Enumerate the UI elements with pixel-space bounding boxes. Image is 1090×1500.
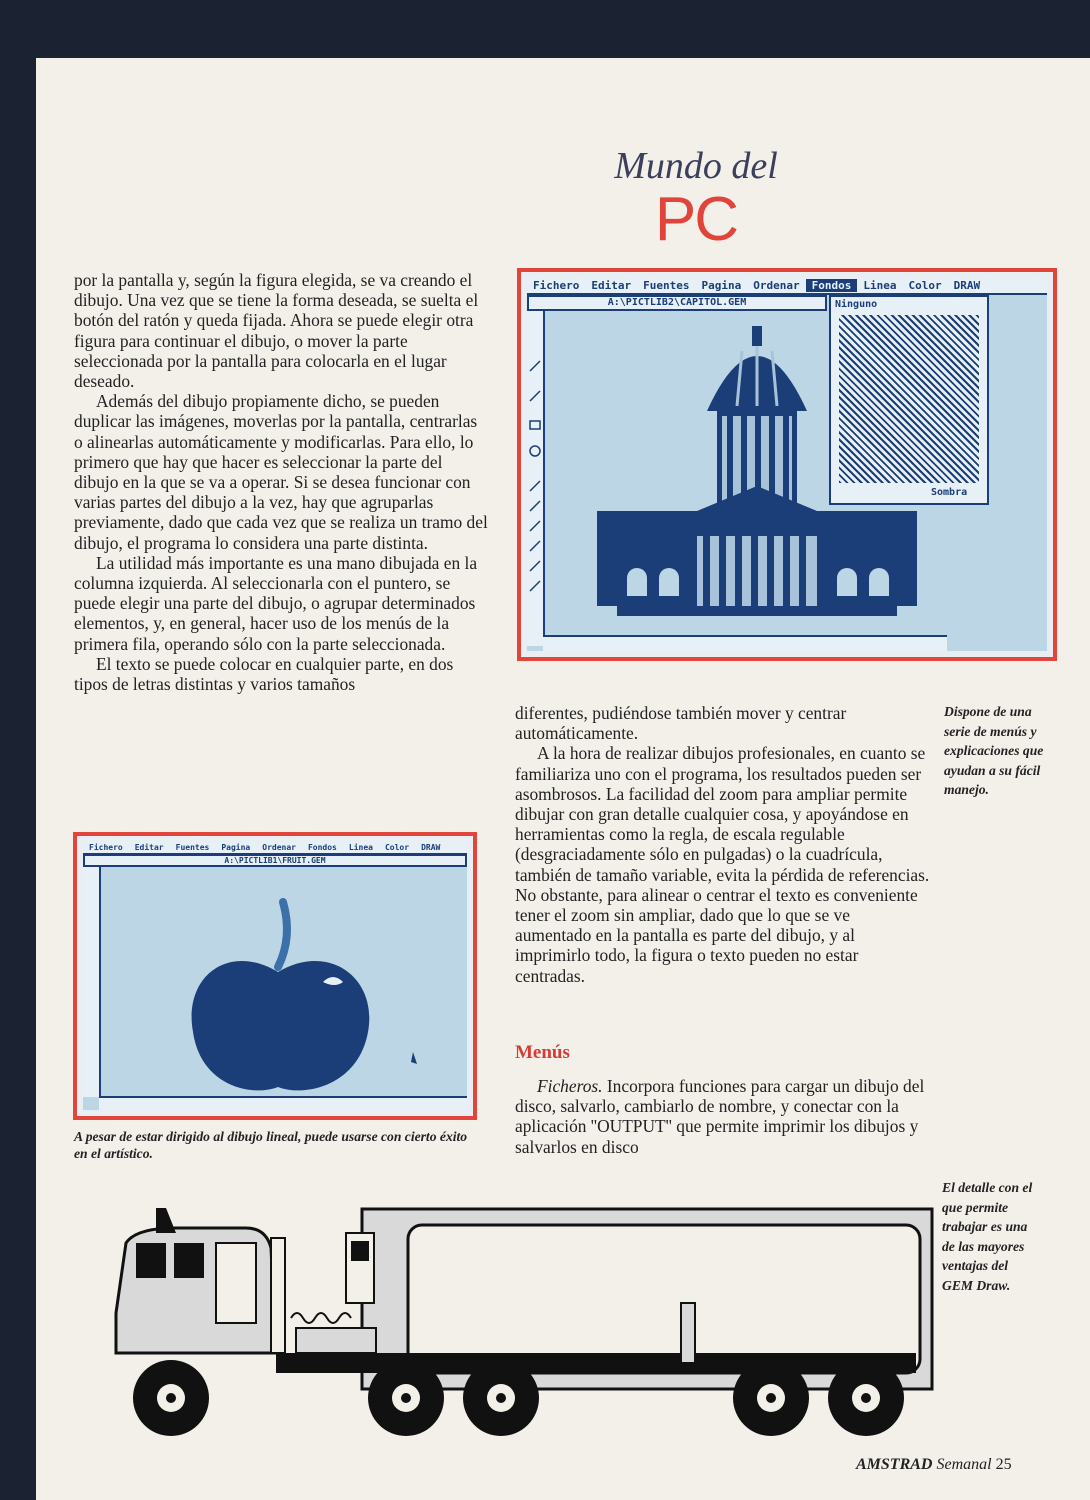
side-caption-bottom: El detalle con el que permite trabajar es una de las mayores ventajas del GEM Draw. — [942, 1180, 1033, 1293]
menu-item[interactable]: Color — [384, 843, 410, 852]
pattern-swatches[interactable] — [839, 315, 979, 483]
truck-illustration — [96, 1203, 936, 1463]
paragraph: El texto se puede colocar en cualquier parte, en dos tipos de letras distintas y varios tamaños — [74, 653, 454, 695]
section-brand: PC — [654, 185, 738, 254]
dropdown-option-last[interactable]: Sombra — [931, 487, 968, 498]
fruit-caption: A pesar de estar dirigido al dibujo lineal, puede usarse con cierto éxito en el artístico. — [74, 1129, 468, 1161]
menu-item[interactable]: Linea — [348, 843, 373, 852]
page-footer — [856, 1456, 1012, 1474]
magazine-page — [36, 58, 1090, 1500]
menu-lead: Ficheros. — [537, 1076, 603, 1096]
left-column-text — [74, 270, 490, 694]
paragraph: A la hora de realizar dibujos profesionales, en cuanto se familiariza uno con el programa, los resultados pueden ser asombrosos. La facilidad del zoom para ampliar permite dibujar con gran detalle cualquier cosa, y apoyándose en herramientas como la regla, de escala regulable (desgraciadamente sólo en pulgadas) o la cuadrícula, también de tamaño variable, evita la pérdida de referencias. No obstante, para alinear o centrar el texto es conveniente tener el zoom sin ampliar, dado que lo que se ve aumentado en la pantalla es parte del dibujo, y al imprimirlo todo, la figura o texto pueden no estar centradas. — [515, 743, 930, 986]
paragraph: La utilidad más importante es una mano dibujada en la columna izquierda. Al seleccionarla con el puntero, se puede elegir una parte del dibujo, o agrupar determinados elementos, y, en general, hacer uso de los menús de la primera fila, operando sólo con la parte seleccionada. — [74, 552, 478, 654]
menu-item[interactable]: Editar — [134, 843, 164, 852]
menus-heading: Menús — [515, 1042, 570, 1063]
right-column-text — [515, 703, 930, 986]
menu-item[interactable]: Fondos — [307, 843, 337, 852]
menu-item[interactable]: Pagina — [221, 843, 251, 852]
menu-item[interactable]: Color — [908, 279, 942, 292]
dropdown-option-first[interactable]: Ninguno — [835, 299, 878, 310]
menu-bar — [527, 278, 1047, 295]
menu-item[interactable]: Linea — [863, 279, 897, 292]
menu-item[interactable]: Fuentes — [643, 279, 690, 292]
menu-item[interactable]: Ordenar — [262, 843, 296, 852]
side-caption-top: Dispone de una serie de menús y explicaciones que ayudan a su fácil manejo. — [944, 704, 1044, 798]
window-title: A:\PICTLIB2\CAPITOL.GEM — [527, 295, 827, 311]
page-number: 25 — [995, 1456, 1012, 1473]
paragraph: Además del dibujo propiamente dicho, se pueden duplicar las imágenes, moverlas por la pantalla, centrarlas o alinearlas automáticamente y modificarlas. Para ello, lo primero que hay que hacer es seleccionar la parte del dibujo en la que se va a operar. Si se desea funcionar con varias partes del dibujo a la vez, hay que agruparlas previamente, dado que cada vez que se realiza un tramo del dibujo, el programa lo considera una parte distinta. — [74, 391, 488, 553]
paragraph: por la pantalla y, según la figura elegida, se va creando el dibujo. Una vez que se tiene la forma deseada, se suelta el botón del ratón y queda fijada. Ahora se puede elegir otra figura para continuar el dibujo, o mover la parte seleccionada por la pantalla para colocarla en el lugar deseado. — [74, 270, 479, 392]
section-title: Mundo del — [614, 145, 778, 187]
toolbox-icons — [527, 311, 543, 611]
menu-item[interactable]: Fichero — [533, 279, 580, 292]
gem-draw-screen — [83, 842, 467, 1110]
truck-wheels — [133, 1360, 904, 1436]
menu-item[interactable]: DRAW — [421, 843, 441, 852]
horizontal-scrollbar[interactable] — [543, 635, 947, 651]
menu-item[interactable]: Editar — [591, 279, 632, 292]
menu-item[interactable]: Fuentes — [175, 843, 210, 852]
gem-draw-screen — [527, 278, 1047, 651]
toolbox-column — [527, 311, 545, 646]
menu-item-active[interactable]: Fondos — [806, 279, 858, 292]
horizontal-scrollbar[interactable] — [99, 1096, 467, 1110]
menu-item[interactable]: Ordenar — [753, 279, 800, 292]
capitol-screenshot — [517, 268, 1057, 661]
apple-drawing — [113, 882, 433, 1102]
toolbox-column — [83, 867, 101, 1097]
menu-item[interactable]: Fichero — [89, 843, 123, 852]
fruit-screenshot — [73, 832, 477, 1120]
window-title: A:\PICTLIB1\FRUIT.GEM — [83, 854, 467, 867]
menu-item[interactable]: Pagina — [701, 279, 742, 292]
magazine-name: AMSTRAD — [856, 1456, 933, 1473]
fondos-dropdown[interactable] — [829, 295, 989, 505]
magazine-subtitle: Semanal — [936, 1456, 992, 1473]
menus-text — [515, 1076, 930, 1157]
menu-item[interactable]: DRAW — [953, 279, 981, 292]
paragraph: diferentes, pudiéndose también mover y centrar automáticamente. — [515, 703, 847, 744]
menu-text: Incorpora funciones para cargar un dibujo del disco, salvarlo, cambiarlo de nombre, y conectar con la aplicación ''OUTPUT'' que permite imprimir los dibujos y salvarlos en disco — [515, 1076, 925, 1157]
